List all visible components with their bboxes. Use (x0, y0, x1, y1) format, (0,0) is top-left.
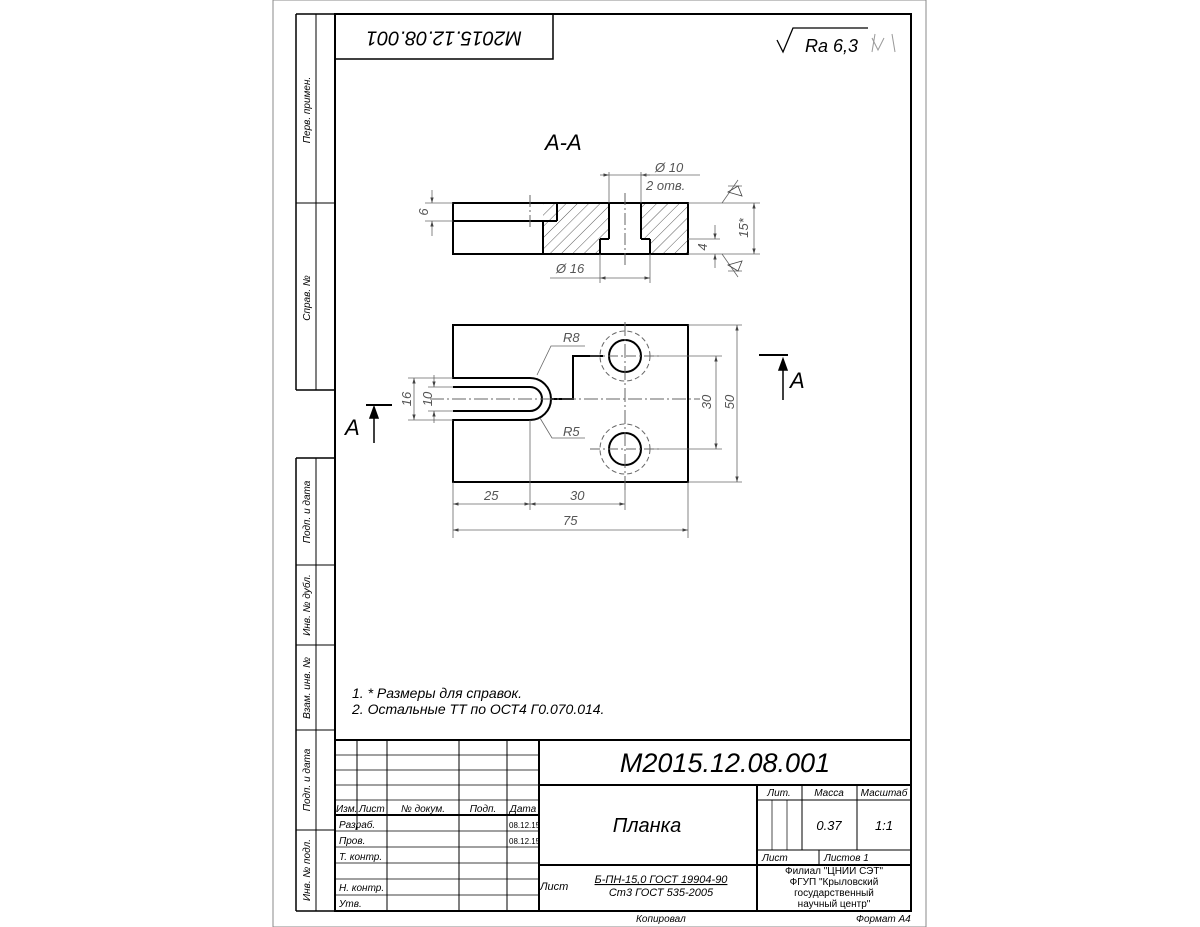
dim-length-25: 25 (484, 488, 499, 503)
cut-marker-left (366, 405, 392, 443)
cut-label-right: A (790, 368, 805, 393)
org-line-2: ФГУП "Крыловский (789, 877, 879, 888)
dim-slot-10: 10 (420, 391, 435, 407)
role-razrab: Разраб. (339, 820, 376, 831)
dim-radius-outer: R8 (563, 330, 580, 345)
listov-label: Листов 1 (824, 853, 869, 864)
footer-kopiroval: Копировал (636, 914, 686, 925)
header-podp: Подп. (469, 804, 497, 815)
role-utv: Утв. (339, 899, 362, 910)
dim-height-ref: 15* (736, 218, 751, 238)
roughness-value: Ra 6,3 (805, 36, 859, 56)
material-line-1: Б-ПН-15,0 ГОСТ 19904-90 (594, 874, 728, 886)
side-label-podp-data-2: Подп. и дата (302, 748, 313, 812)
massa-value: 0.37 (816, 818, 842, 833)
dim-radius-inner: R5 (563, 424, 580, 439)
role-prov: Пров. (339, 836, 366, 847)
list-label: Лист (762, 853, 788, 864)
note-1: 1. * Размеры для справок. (352, 685, 522, 701)
dim-slot-16: 16 (399, 391, 414, 407)
part-name: Планка (612, 815, 682, 837)
side-label-perv-primen: Перв. примен. (302, 76, 313, 144)
role-t-kontr: Т. контр. (339, 852, 383, 863)
role-n-kontr: Н. контр. (339, 883, 385, 894)
dim-hole-spacing: 30 (699, 394, 714, 410)
header-izm: Изм. (336, 804, 358, 815)
masshtab-value: 1:1 (874, 818, 894, 833)
section-view (453, 193, 688, 268)
lit-label: Лит. (767, 788, 791, 799)
cut-marker-right (759, 355, 788, 400)
org-line-1: Филиал "ЦНИИ СЭТ" (784, 866, 884, 877)
title-designation: M2015.12.08.001 (619, 748, 831, 778)
date-razrab: 08.12.15 (509, 821, 541, 830)
dim-length-30: 30 (570, 488, 585, 503)
org-line-3: государственный (794, 888, 874, 899)
side-label-podp-data-1: Подп. и дата (302, 480, 313, 544)
header-list: Лист (359, 804, 385, 815)
header-data: Дата (509, 804, 537, 815)
header-doc-no: № докум. (400, 804, 446, 815)
footer-format: Формат A4 (856, 914, 911, 925)
note-2: 2. Остальные ТТ по ОСТ4 Г0.070.014. (352, 701, 605, 717)
masshtab-label: Масштаб (860, 788, 908, 799)
side-label-vzam-inv: Взам. инв. № (302, 657, 313, 719)
dim-depth-4: 4 (695, 243, 710, 251)
material-line-2: Ст3 ГОСТ 535-2005 (608, 887, 714, 899)
dim-hole-diameter: Ø 10 (655, 160, 684, 175)
section-title: A-A (545, 130, 582, 155)
side-label-inv-dubl: Инв. № дубл. (302, 574, 313, 636)
mirrored-designation: M2015.12.08.001 (366, 26, 522, 49)
plan-view (430, 322, 700, 490)
side-label-inv-podl: Инв. № подл. (302, 838, 313, 902)
org-line-4: научный центр" (797, 899, 871, 910)
cut-label-left: A (345, 415, 360, 440)
dim-width-50: 50 (722, 394, 737, 410)
massa-label: Масса (814, 788, 844, 799)
dim-hole-count: 2 отв. (646, 178, 686, 193)
dim-counterbore-diameter: Ø 16 (556, 261, 585, 276)
dim-thickness-6: 6 (416, 208, 431, 216)
side-label-sprav-no: Справ. № (302, 275, 313, 321)
material-list-label: Лист (540, 881, 569, 893)
date-prov: 08.12.15 (509, 837, 541, 846)
dim-length-75: 75 (563, 513, 578, 528)
